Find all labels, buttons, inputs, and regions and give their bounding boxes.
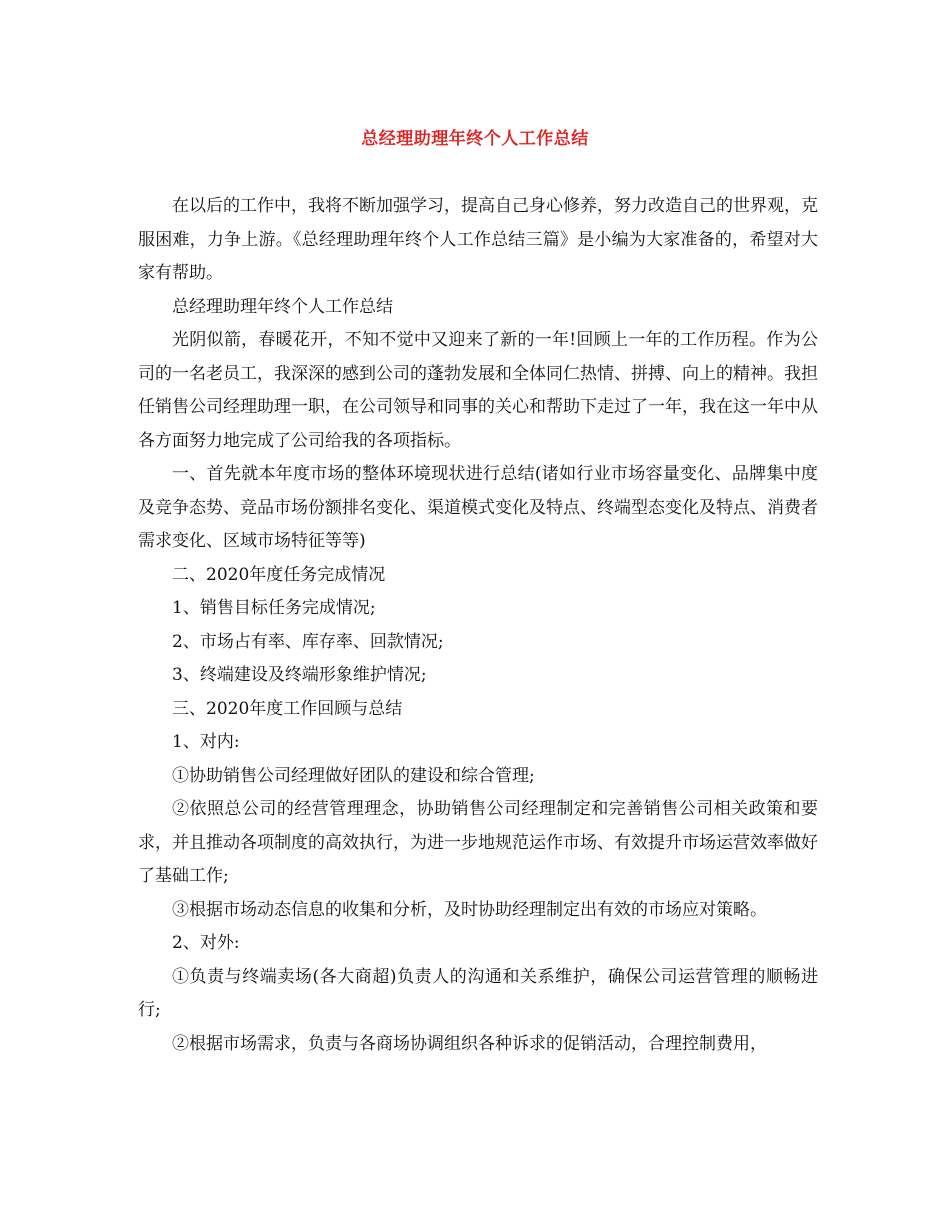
document-title: 总经理助理年终个人工作总结 bbox=[361, 129, 589, 149]
paragraph-external: 2、对外: bbox=[172, 933, 240, 953]
paragraph-internal: 1、对内: bbox=[172, 732, 240, 752]
paragraph-item-sales-target: 1、销售目标任务完成情况; bbox=[172, 598, 376, 618]
paragraph-internal-2: ②依照总公司的经营管理理念，协助销售公司经理制定和完善销售公司相关政策和要求，并且推动各项制度的高效执行，为进一步地规范运作市场、有效提升市场运营效率做好了基础工作; bbox=[138, 799, 818, 886]
paragraph-section-2: 二、2020年度任务完成情况 bbox=[172, 564, 386, 585]
document-body bbox=[138, 190, 818, 1061]
paragraph-external-2: ②根据市场需求，负责与各商场协调组织各种诉求的促销活动，合理控制费用， bbox=[172, 1033, 767, 1054]
paragraph-external-1: ①负责与终端卖场(各大商超)负责人的沟通和关系维护，确保公司运营管理的顺畅进行; bbox=[138, 966, 818, 1020]
paragraph-section-1: 一、首先就本年度市场的整体环境现状进行总结(诸如行业市场容量变化、品牌集中度及竞争态势、竞品市场份额排名变化、渠道模式变化及特点、终端型态变化及特点、消费者需求变化、区域市场特征等等) bbox=[138, 464, 818, 551]
paragraph-subtitle: 总经理助理年终个人工作总结 bbox=[172, 296, 393, 317]
paragraph-review: 光阴似箭，春暖花开，不知不觉中又迎来了新的一年!回顾上一年的工作历程。作为公司的一名老员工，我深深的感到公司的蓬勃发展和全体同仁热情、拼搏、向上的精神。我担任销售公司经理助理一职，在公司领导和同事的关心和帮助下走过了一年，我在这一年中从各方面努力地完成了公司给我的各项指标。 bbox=[138, 330, 818, 451]
paragraph-intro: 在以后的工作中，我将不断加强学习，提高自己身心修养，努力改造自己的世界观，克服困难，力争上游。《总经理助理年终个人工作总结三篇》是小编为大家准备的，希望对大家有帮助。 bbox=[138, 196, 818, 283]
paragraph-item-market-share: 2、市场占有率、库存率、回款情况; bbox=[172, 631, 444, 652]
paragraph-item-terminal: 3、终端建设及终端形象维护情况; bbox=[172, 665, 427, 685]
paragraph-internal-1: ①协助销售公司经理做好团队的建设和综合管理; bbox=[172, 765, 535, 786]
paragraph-section-3: 三、2020年度工作回顾与总结 bbox=[172, 698, 403, 719]
paragraph-internal-3: ③根据市场动态信息的收集和分析，及时协助经理制定出有效的市场应对策略。 bbox=[172, 899, 767, 920]
